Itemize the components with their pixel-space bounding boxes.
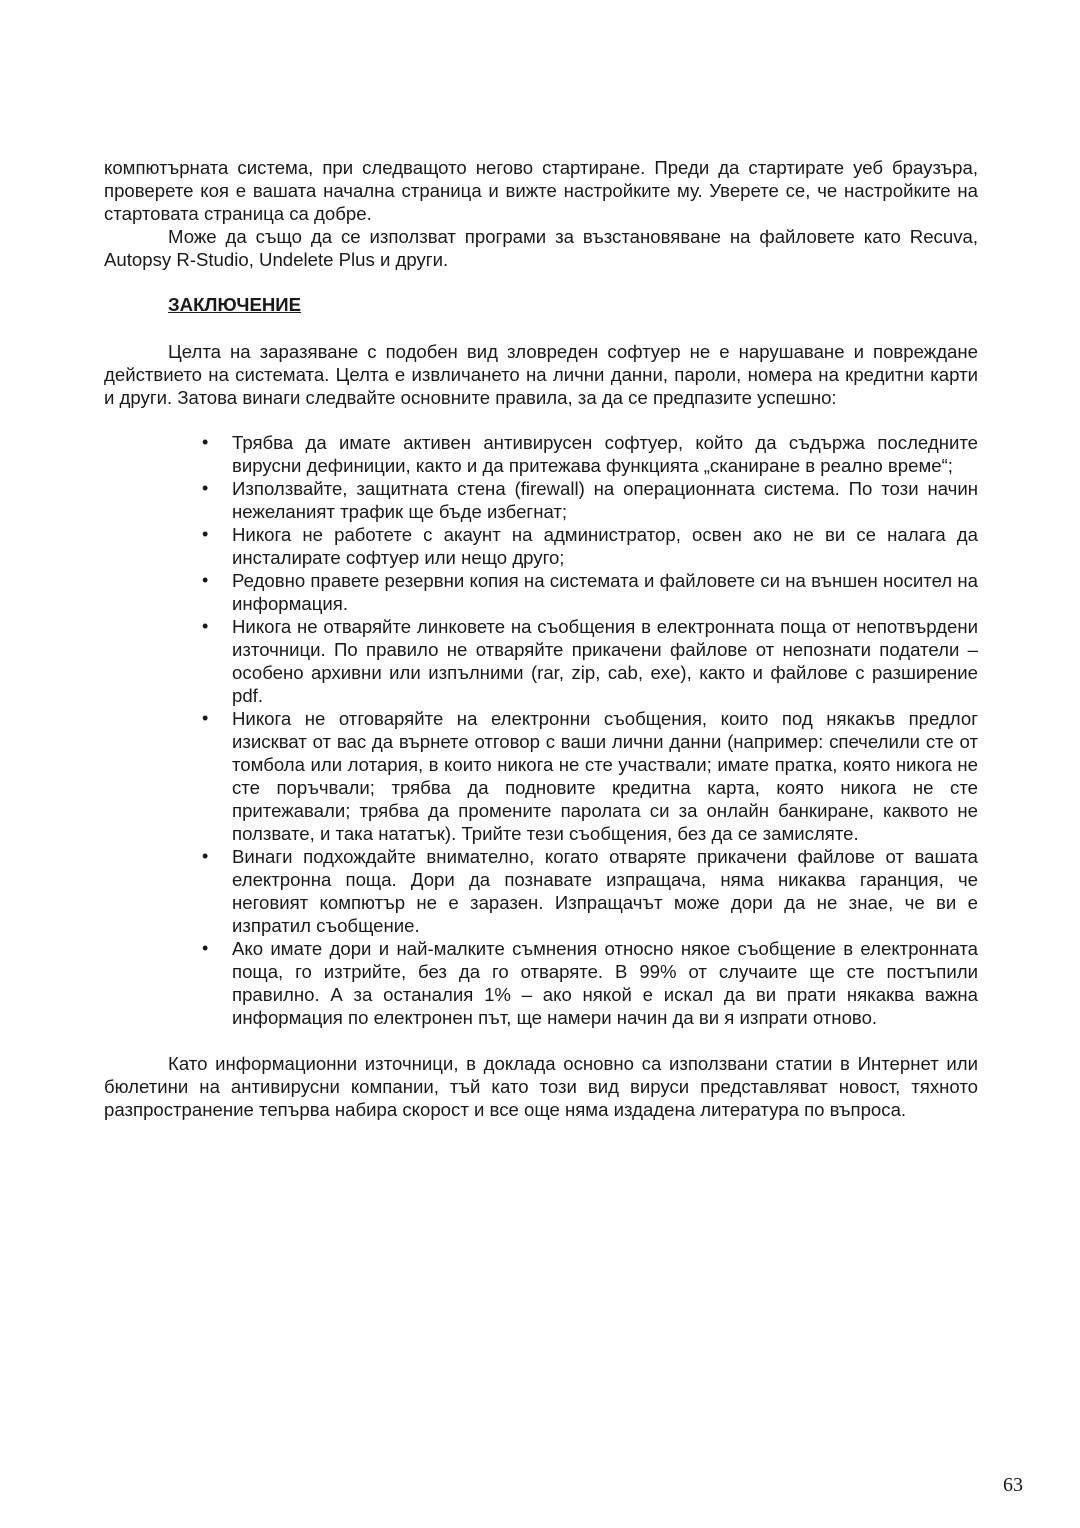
document-page [104,156,978,1121]
list-item [202,615,978,707]
bullet-icon: • [202,708,209,728]
list-item-text: Никога не отваряйте линковете на съобщения в електронната поща от непотвърдени източници. По правило не отваряйте прикачени файлове от непознати податели – особено архивни или изпълними (rar, zip, cab, exe), както и файлове с разширение pdf. [232,616,978,706]
list-item [202,937,978,1029]
list-item-text: Използвайте, защитната стена (firewall) на операционната система. По този начин нежеланият трафик ще бъде избегнат; [232,478,978,522]
bullet-icon: • [202,938,209,958]
paragraph-continuation: компютърната система, при следващото негово стартиране. Преди да стартирате уеб браузъра, проверете коя е вашата начална страница и вижте настройките му. Уверете се, че настройките на стартовата страница са добре. [104,157,978,224]
bullet-icon: • [202,432,209,452]
bullet-icon: • [202,570,209,590]
list-item-text: Редовно правете резервни копия на системата и файловете си на външен носител на информация. [232,570,978,614]
paragraph-conclusion-intro: Целта на заразяване с подобен вид зловреден софтуер не е нарушаване и повреждане действието на системата. Целта е извличането на лични данни, пароли, номера на кредитни карти и други. Затова винаги следвайте основните правила, за да се предпазите успешно: [104,341,978,408]
rules-list [104,431,978,1029]
page-number: 63 [1003,1474,1023,1496]
bullet-icon: • [202,478,209,498]
list-item-text: Никога не работете с акаунт на администратор, освен ако не ви се налага да инсталирате софтуер или нещо друго; [232,524,978,568]
bullet-icon: • [202,616,209,636]
list-item [202,523,978,569]
paragraph-recovery-tools: Може да също да се използват програми за възстановяване на файловете като Recuva, Autopsy R-Studio, Undelete Plus и други. [104,226,978,270]
list-item [202,707,978,845]
list-item [202,569,978,615]
list-item-text: Никога не отговаряйте на електронни съобщения, които под някакъв предлог изискват от вас да върнете отговор с ваши лични данни (например: спечелили сте от томбола или лотария, в които никога не сте участвали; имате пратка, която никога не сте поръчвали; трябва да подновите кредитна карта, която никога не сте притежавали; трябва да промените паролата си за онлайн банкиране, каквото не ползвате, и така нататък). Трийте тези съобщения, без да се замисляте. [232,708,978,844]
list-item [202,845,978,937]
list-item [202,477,978,523]
bullet-icon: • [202,846,209,866]
list-item [202,431,978,477]
bullet-icon: • [202,524,209,544]
list-item-text: Ако имате дори и най-малките съмнения относно някое съобщение в електронната поща, го изтрийте, без да го отваряте. В 99% от случаите ще сте постъпили правилно. А за останалия 1% – ако някой е искал да ви прати някаква важна информация по електронен път, ще намери начин да ви я изпрати отново. [232,938,978,1028]
section-heading: ЗАКЛЮЧЕНИЕ [168,294,302,315]
list-item-text: Трябва да имате активен антивирусен софтуер, който да съдържа последните вирусни дефиниции, както и да притежава функцията „сканиране в реално време“; [232,432,978,476]
list-item-text: Винаги подхождайте внимателно, когато отваряте прикачени файлове от вашата електронна поща. Дори да познавате изпращача, няма никаква гаранция, че неговият компютър не е заразен. Изпращачът може дори да не знае, че ви е изпратил съобщение. [232,846,978,936]
paragraph-sources: Като информационни източници, в доклада основно са използвани статии в Интернет или бюлетини на антивирусни компании, тъй като този вид вируси представляват новост, тяхното разпространение тепърва набира скорост и все още няма издадена литература по въпроса. [104,1053,978,1120]
